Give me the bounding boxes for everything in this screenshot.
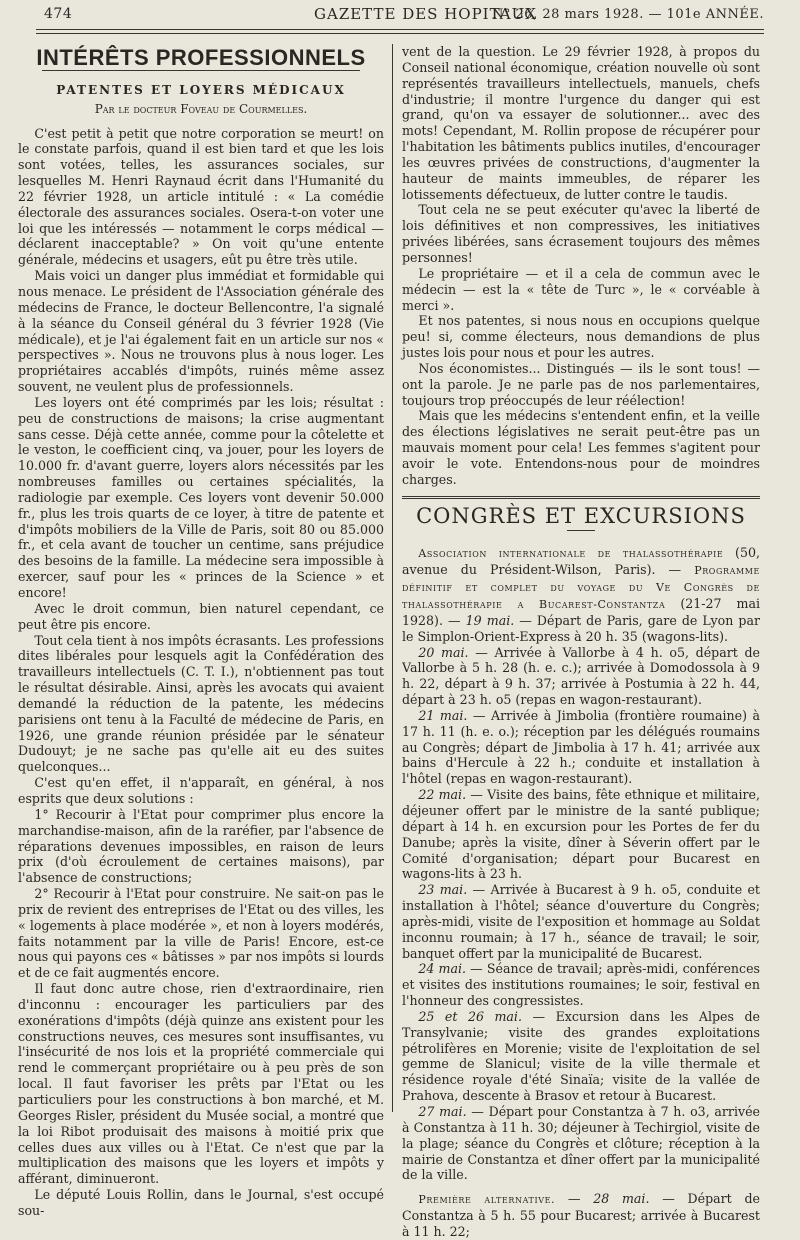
day-entry (402, 1009, 760, 1104)
paragraph: Tout cela tient à nos impôts écrasants. Les professions dites libérales pour lesquels agit la Confédération des travailleurs intellectuels (C. T. I.), n'obtiennent pas tout le résultat désirable. Ainsi, après les avocats qui avaient demandé la réduction de la patente, les médecins parisiens ont tenu à la Faculté de médecine de Paris, en 1926, une grande réunion présidée par le sénateur Dudouyt; je ne sache pas qu'elle ait eu des suites quelconques... (18, 632, 384, 775)
paragraph: Tout cela ne se peut exécuter qu'avec la liberté de lois définitives et non compressives, les initiatives privées libérées, sans écrasement toujours des mêmes personnes! (402, 202, 760, 265)
day-text: — Arrivée à Vallorbe à 4 h. o5, départ de Vallorbe à 5 h. 28 (h. e. c.); arrivée à Domodossola à 9 h. 22, départ à 9 h. 37; arrivée à Postumia à 22 h. 44, départ à 23 h. o5 (repas en wagon-restaurant). (402, 644, 760, 708)
issue-info: N° 26, 28 mars 1928. — 101e ANNÉE. (492, 7, 764, 22)
column-divider (392, 44, 393, 1112)
day-date: 20 mai. (418, 644, 469, 660)
day-text: — Arrivée à Bucarest à 9 h. o5, conduite et installation à l'hôtel; séance d'ouverture du Congrès; après-midi, visite de l'exposition et hommage au Soldat inconnu roumain; à 17 h., séance de travail; le soir, banquet offert par la municipalité de Bucarest. (402, 882, 760, 961)
alternative-entry: Première alternative. — 28 mai. — Départ de Constantza à 5 h. 55 pour Bucarest; arrivée à Bucarest à 11 h. 22; (402, 1191, 760, 1239)
alternative-date: 28 mai. (593, 1191, 650, 1207)
day-entry (402, 708, 760, 787)
left-column (18, 44, 384, 1218)
header-rule-2 (36, 33, 764, 34)
running-header (36, 4, 764, 26)
day-entry (402, 1104, 760, 1183)
paragraph: Le propriétaire — et il a cela de commun avec le médecin — est la « tête de Turc », le « corvéable à merci ». (402, 265, 760, 313)
day-date: 25 et 26 mai. (418, 1008, 522, 1024)
paragraph: Et nos patentes, si nous nous en occupions quelque peu! si, comme électeurs, nous demandions de plus justes lois pour nous et pour les autres. (402, 313, 760, 361)
paragraph: 2° Recourir à l'Etat pour construire. Ne sait-on pas le prix de revient des entreprises de l'Etat ou des villes, les « logements à place modérée », et non à loyers modérés, faits notamment par la ville de Paris! Encore, est-ce nous qui payons ces « bâtisses » par nos impôts si lourds et de ce fait augmentés encore. (18, 886, 384, 981)
alternative-text: — Départ de Constantza à 5 h. 55 pour Bucarest; arrivée à Bucarest à 11 h. 22; (402, 1191, 760, 1239)
program-dates: (21-27 mai 1928). — (402, 596, 760, 628)
day-text: — Visite des bains, fête ethnique et militaire, déjeuner offert par le ministre de la santé publique; départ à 14 h. en excursion pour les Portes de fer du Danube; après la visite, dîner à Séverin offert par le Comité d'organisation; départ pour Bucarest en wagons-lits à 23 h. (402, 787, 760, 882)
day-text: — Départ pour Constantza à 7 h. o3, arrivée à Constantza à 11 h. 30; déjeuner à Techirgiol, visite de la plage; séance du Congrès et clôture; réception à la mairie de Constantza et dîner offert par la municipalité de la ville. (402, 1104, 760, 1183)
day-text: — Arrivée à Jimbolia (frontière roumaine) à 17 h. 11 (h. e. o.); réception par les délégués roumains au Congrès; départ de Jimbolia à 17 h. 41; arrivée aux bains d'Hercule à 22 h.; conduite et installation à l'hôtel (repas en wagon-restaurant). (402, 707, 761, 787)
paragraph: Les loyers ont été comprimés par les lois; résultat : peu de constructions de maisons; la crise augmentant sans cesse. Déjà cette année, comme pour la côtelette et le veston, le coefficient cinq, va jouer, pour les loyers de 10.000 fr. d'avant guerre, loyers alors nécessités par les nombreuses familles ou certaines spécialités, la radiologie par exemple. Ces loyers vont devenir 50.000 fr., plus les trois quarts de ce loyer, à titre de patente et d'impôts mobiliers de la Ville de Paris, soit 80 ou 85.000 fr., et cela avant de toucher un centime, sans préjudice des besoins de la famille. La médecine sera impossible à exercer, sauf pour les « princes de la Science » et encore! (18, 394, 384, 600)
day-date: 27 mai. (418, 1104, 467, 1119)
header-rule (36, 29, 764, 30)
day-entry (402, 882, 760, 961)
day-entry (402, 961, 760, 1009)
section-title-congres: CONGRÈS ET EXCURSIONS (416, 503, 746, 528)
section-separator (402, 496, 760, 499)
paragraph: C'est qu'en effet, il n'apparaît, en général, à nos esprits que deux solutions : (18, 775, 384, 806)
paragraph: Mais voici un danger plus immédiat et formidable qui nous menace. Le président de l'Association générale des médecins de France, le docteur Bellencontre, l'a signalé à la séance du Conseil général du 3 février 1928 (Vie médicale), et je l'ai également fait en un article sur nos « perspectives ». Nous ne trouvons plus à nous loger. Les propriétaires accablés d'impôts, ruinés même assez souvent, ne veulent plus de professionnels. (18, 268, 384, 395)
paragraph: Avec le droit commun, bien naturel cependant, ce peut être pis encore. (18, 600, 384, 632)
paragraph: Mais que les médecins s'entendent enfin, et la veille des élections législatives ne serait peut-être pas un mauvais moment pour cela! Les femmes s'agitent pour avoir le vote. Entendons-nous pour de moindres charges. (402, 408, 760, 487)
program-intro (402, 545, 760, 644)
day-date: 21 mai. (418, 707, 468, 723)
short-rule (567, 530, 595, 531)
program-label: Programme définitif et complet du voyage du Ve Congrès de thalassothérapie a Bucarest-Constantza (402, 564, 760, 611)
alternative-label: Première alternative. (418, 1193, 556, 1207)
day-date: 22 mai. (418, 787, 467, 803)
article-byline: Par le docteur Foveau de Courmelles. (94, 101, 308, 116)
page-number: 474 (44, 6, 73, 22)
day-date: 23 mai. (418, 882, 468, 898)
paragraph: C'est petit à petit que notre corporation se meurt! on le constate parfois, quand il est bien tard et que les lois sont votées, telles, les assurances sociales, sur lesquelles M. Henri Raynaud écrit dans l'Humanité du 22 février 1928, un article intitulé : « La comédie électorale des assurances sociales. Osera-t-on voter une loi que les intéressés — notamment le corps médical — déclarent inacceptable? » On voit qu'une entente générale, médecins et usagers, eût pu être très utile. (18, 125, 384, 268)
day-text: — Départ de Paris, gare de Lyon par le Simplon-Orient-Express à 20 h. 35 (wagons-lits). (402, 612, 760, 644)
day-entry (402, 645, 760, 708)
right-column (402, 44, 761, 1239)
paragraph: Il faut donc autre chose, rien d'extraordinaire, rien d'inconnu : encourager les particuliers par des exonérations d'impôts (déjà quinze ans existent pour les constructions neuves, ces mesures sont insuffisantes, vu l'insécurité de nos lois et la propriété commerciale qui rend le commerçant propriétaire ou à peu près de son local. Il faut favoriser les prêts par l'Etat ou les particuliers pour les constructions à bon marché, et M. Georges Risler, président du Musée social, a montré que la loi Ribot produisait des maisons à moitié prix que celles dues aux villes ou à l'Etat. Ce n'est que par la multiplication des maisons que les loyers et impôts y afférant, diminueront. (18, 981, 384, 1187)
day-text: — Excursion dans les Alpes de Transylvanie; visite des grandes exploitations pétrolifères en Morenie; visite de l'exploitation de sel gemme de Slanicul; visite de la ville thermale et résidence royale d'été Sinaïa; visite de la vallée de Prahova, descente à Brasov et retour à Bucarest. (402, 1008, 760, 1104)
day-text: — Séance de travail; après-midi, conférences et visites des institutions roumaines; le soir, festival en l'honneur des congressistes. (402, 961, 760, 1009)
assoc-address: (50, avenue du Président-Wilson, Paris). — (402, 545, 760, 578)
paragraph: vent de la question. Le 29 février 1928, à propos du Conseil national économique, création nouvelle où sont représentés travailleurs intellectuels, manuels, chefs d'industrie; il montre l'urgence du danger qui est grand, qu'on va essayer de solutionner... avec des mots! Cependant, M. Rollin propose de récupérer pour l'habitation les bâtiments publics inutiles, d'encourager les œuvres privées de constructions, d'augmenter la hauteur de maints immeubles, de réparer les lotissements défectueux, de lutter contre le taudis. (402, 44, 760, 202)
paragraph: Le député Louis Rollin, dans le Journal, s'est occupé sou- (18, 1187, 384, 1218)
day-entry (402, 787, 760, 882)
paragraph: 1° Recourir à l'Etat pour comprimer plus encore la marchandise-maison, afin de la raréfier, par l'absence de réparations devenues impossibles, en raison de leurs prix (d'où écroulement de certaines maisons), par l'absence de constructions; (18, 806, 384, 886)
article-subheading: PATENTES ET LOYERS MÉDICAUX (56, 82, 346, 97)
day-date: 24 mai. (418, 961, 467, 977)
paragraph: Nos économistes... Distingués — ils le sont tous! — ont la parole. Je ne parle pas de nos parlementaires, toujours trop préoccupés de leur réélection! (402, 360, 760, 408)
day-date: 19 mai. (465, 612, 515, 628)
section-title-interets: INTÉRÊTS PROFESSIONNELS (36, 45, 366, 70)
assoc-heading: Association internationale de thalassothérapie (418, 547, 724, 561)
journal-title: GAZETTE DES HOPITAUX (314, 5, 537, 23)
